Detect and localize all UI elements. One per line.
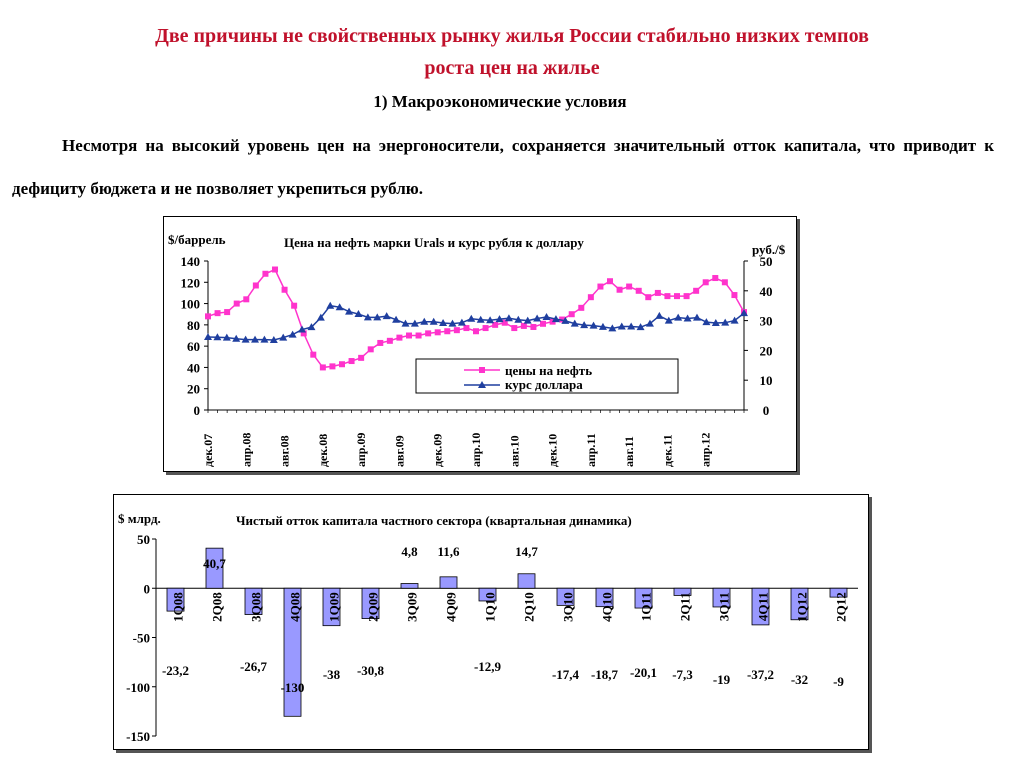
x-tick-label: авг.10 <box>507 435 522 467</box>
category-label: 1Q11 <box>638 592 654 622</box>
oil-price-point <box>712 275 718 281</box>
oil-price-point <box>416 333 422 339</box>
y-axis-label: $/баррель <box>168 232 226 247</box>
category-label: 2Q12 <box>833 592 849 622</box>
category-label: 3Q10 <box>560 592 576 622</box>
usd-rate-point <box>674 314 682 321</box>
usd-rate-point <box>289 331 297 338</box>
oil-price-point <box>483 325 489 331</box>
legend-usd-label: курс доллара <box>505 377 583 392</box>
oil-price-point <box>511 325 517 331</box>
section-subtitle: 1) Макроэкономические условия <box>373 92 627 111</box>
usd-rate-line <box>208 306 744 340</box>
bar-value-label: -19 <box>712 672 731 687</box>
legend-oil-marker <box>479 367 485 373</box>
usd-rate-point <box>543 313 551 320</box>
y2-tick-label: 50 <box>759 254 773 269</box>
oil-price-point <box>282 287 288 293</box>
category-label: 4Q09 <box>443 592 459 622</box>
oil-price-point <box>454 327 460 333</box>
oil-price-point <box>674 293 680 299</box>
category-label: 2Q10 <box>521 592 537 622</box>
chart-title: Чистый отток капитала частного сектора (квартальная динамика) <box>236 513 632 528</box>
y-tick-label: 40 <box>187 360 200 376</box>
oil-price-point <box>425 330 431 336</box>
oil-price-point <box>693 288 699 294</box>
oil-price-point <box>645 294 651 300</box>
oil-price-point <box>320 364 326 370</box>
usd-rate-point <box>467 315 475 322</box>
oil-price-point <box>569 311 575 317</box>
bar-value-label: -130 <box>280 680 305 695</box>
oil-price-point <box>224 309 230 315</box>
y-tick-label: 80 <box>187 317 200 333</box>
x-tick-label: авг.11 <box>622 436 637 467</box>
oil-price-point <box>291 303 297 309</box>
bar-value-label: -26,7 <box>239 659 268 674</box>
category-label: 2Q09 <box>365 592 381 622</box>
capital-outflow-chart <box>113 494 869 750</box>
bar-value-label: -30,8 <box>356 663 385 678</box>
y2-axis-label: руб./$ <box>752 242 786 257</box>
y-tick-label: -100 <box>126 679 150 695</box>
bar-value-label: -7,3 <box>672 667 693 682</box>
x-tick-label: апр.12 <box>698 432 713 467</box>
oil-price-point <box>684 293 690 299</box>
oil-price-point <box>368 346 374 352</box>
x-tick-label: дек.10 <box>545 433 560 467</box>
bar-value-label: -17,4 <box>551 667 580 682</box>
category-label: 4Q10 <box>599 592 615 622</box>
category-label: 4Q11 <box>755 592 771 622</box>
oil-price-point <box>463 325 469 331</box>
oil-price-point <box>262 271 268 277</box>
oil-price-point <box>664 293 670 299</box>
bar <box>401 584 418 589</box>
bar-value-label: -38 <box>322 667 341 682</box>
oil-price-point <box>243 296 249 302</box>
oil-price-point <box>349 358 355 364</box>
usd-rate-point <box>345 308 353 315</box>
bar-value-label: 11,6 <box>437 544 460 559</box>
y-tick-label: -150 <box>126 729 150 744</box>
oil-price-point <box>703 279 709 285</box>
bar <box>518 574 535 588</box>
bar-value-label: -18,7 <box>590 667 619 682</box>
oil-price-point <box>406 333 412 339</box>
usd-rate-point <box>693 314 701 321</box>
oil-price-point <box>387 338 393 344</box>
legend-oil-label: цены на нефть <box>505 363 593 378</box>
category-label: 2Q11 <box>677 592 693 622</box>
x-tick-label: авг.08 <box>277 435 292 467</box>
y2-tick-label: 0 <box>762 403 770 418</box>
bar-value-label: -37,2 <box>746 667 775 682</box>
y-tick-label: 100 <box>180 296 200 312</box>
usd-rate-point <box>326 302 334 309</box>
y-axis-label: $ млрд. <box>118 511 161 526</box>
oil-price-point <box>578 305 584 311</box>
x-tick-label: апр.10 <box>469 432 483 467</box>
usd-rate-point <box>702 318 710 325</box>
y2-tick-label: 10 <box>759 373 773 389</box>
x-tick-label: апр.11 <box>583 433 598 467</box>
oil-price-point <box>234 301 240 307</box>
oil-price-point <box>310 352 316 358</box>
y-tick-label: -50 <box>132 630 150 646</box>
y-tick-label: 140 <box>180 254 200 269</box>
y-tick-label: 60 <box>187 339 200 355</box>
bar-value-label: 40,7 <box>203 556 226 571</box>
category-label: 3Q11 <box>716 592 732 622</box>
x-tick-label: апр.09 <box>354 432 369 467</box>
bar-value-label: -9 <box>833 674 844 689</box>
body-paragraph-text: Несмотря на высокий уровень цен на энергоносители, сохраняется значительный отток капитала, что приводит к дефициту бюджета и не позволяет укрепиться рублю. <box>12 136 994 198</box>
oil-price-point <box>540 321 546 327</box>
category-label: 2Q08 <box>209 592 225 622</box>
y-tick-label: 0 <box>193 403 200 418</box>
x-tick-label: дек.08 <box>315 433 330 467</box>
oil-price-point <box>731 292 737 298</box>
oil-price-point <box>597 284 603 290</box>
oil-rate-chart-svg <box>164 217 796 471</box>
oil-price-point <box>272 267 278 273</box>
oil-price-point <box>377 340 383 346</box>
x-tick-label: дек.11 <box>660 434 675 467</box>
category-label: 1Q08 <box>170 592 186 622</box>
oil-price-point <box>339 361 345 367</box>
oil-price-point <box>626 284 632 290</box>
bar-value-label: 4,8 <box>401 544 418 559</box>
oil-price-point <box>473 328 479 334</box>
oil-price-point <box>444 328 450 334</box>
category-label: 1Q10 <box>482 592 498 622</box>
oil-price-point <box>215 310 221 316</box>
oil-price-point <box>722 279 728 285</box>
y-tick-label: 120 <box>180 275 200 291</box>
oil-price-point <box>617 287 623 293</box>
x-tick-label: дек.09 <box>430 433 445 467</box>
oil-rate-chart <box>163 216 797 472</box>
x-tick-label: дек.07 <box>201 433 215 467</box>
x-tick-label: авг.09 <box>392 435 407 467</box>
bar <box>440 577 457 588</box>
body-paragraph <box>12 124 994 210</box>
oil-price-point <box>358 355 364 361</box>
category-label: 3Q08 <box>248 592 264 622</box>
oil-price-point <box>253 282 259 288</box>
chart-title: Цена на нефть марки Urals и курс рубля к доллару <box>284 235 584 250</box>
oil-price-point <box>205 313 211 319</box>
usd-rate-point <box>505 314 513 321</box>
oil-price-point <box>329 363 335 369</box>
oil-price-point <box>521 323 527 329</box>
oil-price-point <box>607 278 613 284</box>
y2-tick-label: 20 <box>759 343 773 359</box>
bar-value-label: -32 <box>790 672 809 687</box>
y-tick-label: 20 <box>187 381 200 397</box>
category-label: 1Q09 <box>326 592 342 622</box>
bar-value-label: -23,2 <box>161 663 190 678</box>
bar-value-label: -12,9 <box>473 659 502 674</box>
y-tick-label: 0 <box>143 581 150 597</box>
oil-price-point <box>435 329 441 335</box>
category-label: 4Q08 <box>287 592 303 622</box>
usd-rate-point <box>383 312 391 319</box>
y2-tick-label: 30 <box>759 313 773 329</box>
page-title: Две причины не свойственных рынку жилья России стабильно низких темпов <box>155 25 869 47</box>
oil-price-point <box>396 335 402 341</box>
bar-value-label: 14,7 <box>515 544 538 559</box>
oil-price-point <box>530 324 536 330</box>
page-title-line2: роста цен на жилье <box>424 57 600 79</box>
oil-price-point <box>655 290 661 296</box>
category-label: 1Q12 <box>794 592 810 622</box>
oil-price-point <box>636 288 642 294</box>
bar-value-label: -20,1 <box>629 665 658 680</box>
y2-tick-label: 40 <box>759 283 773 299</box>
category-label: 3Q09 <box>404 592 420 622</box>
y-tick-label: 50 <box>137 532 150 547</box>
x-tick-label: апр.08 <box>239 432 254 467</box>
capital-outflow-chart-svg <box>114 495 868 749</box>
usd-rate-point <box>655 312 663 319</box>
oil-price-point <box>588 294 594 300</box>
